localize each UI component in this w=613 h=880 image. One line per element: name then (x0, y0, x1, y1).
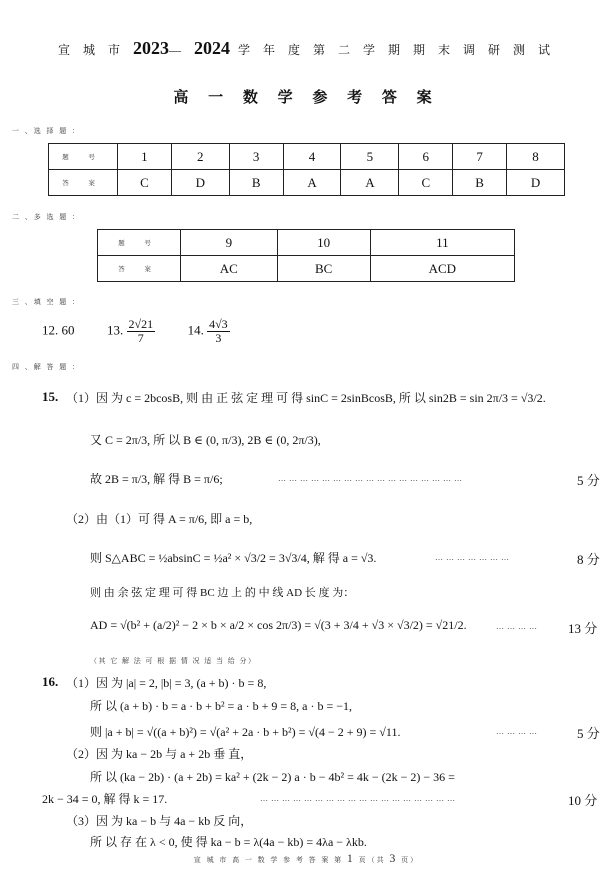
p16-line3: 则 |a + b| = √((a + b)²) = √(a² + 2a · b + b²) = √(4 − 2 + 9) = √11. (90, 725, 401, 739)
p15-line2: 又 C = 2π/3, 所 以 B ∈ (0, π/3), 2B ∈ (0, 2π/3), (90, 433, 321, 447)
p15-score-2: 8 分 (577, 552, 600, 567)
header-rest: 学 年 度 第 二 学 期 期 末 调 研 测 试 (238, 43, 556, 57)
header-dash: — (169, 43, 186, 57)
page-footer: 宣 城 市 高 一 数 学 参 考 答 案 第 1 页（共 3 页） (193, 851, 420, 865)
mc-header-question: 题 号 (49, 144, 118, 170)
mc-a-cell: C (118, 170, 172, 196)
header-year-end: 2024 (194, 38, 230, 58)
p16-score-1: 5 分 (577, 726, 600, 741)
q14-number: 14. (187, 322, 204, 338)
ms-question-row (98, 230, 515, 256)
section-1-label: 一 、选 择 题 ： (12, 127, 81, 135)
p16-number: 16. (42, 674, 59, 689)
p15-line7: AD = √(b² + (a/2)² − 2 × b × a/2 × cos 2π/3) = √(3 + 3/4 + √3 × √3/2) = √21/2. (90, 618, 467, 632)
mc-a-cell: D (507, 170, 565, 196)
section-2-label: 二 、多 选 题 ： (12, 213, 81, 221)
p16-line5: 所 以 (ka − 2b) · (a + 2b) = ka² + (2k − 2) a · b − 4b² = 4k − (2k − 2) − 36 = (90, 770, 455, 784)
p15-line4: （2）由（1）可 得 A = π/6, 即 a = b, (66, 512, 253, 526)
p15-line6: 则 由 余 弦 定 理 可 得 BC 边 上 的 中 线 AD 长 度 为： (90, 587, 355, 599)
q13-number: 13. (107, 322, 124, 338)
p16-line4: （2）因 为 ka − 2b 与 a + 2b 垂 直， (66, 747, 253, 761)
section-3-label: 三 、填 空 题 ： (12, 298, 81, 306)
mc-a-cell: B (453, 170, 507, 196)
ms-q-cell: 10 (277, 230, 370, 256)
mc-header-answer: 答 案 (49, 170, 118, 196)
ms-a-cell: ACD (370, 256, 514, 282)
mc-q-cell: 5 (341, 144, 399, 170)
mc-a-cell: A (283, 170, 341, 196)
p16-line7: （3）因 为 ka − b 与 4a − kb 反 向， (66, 814, 253, 828)
mc-q-cell: 2 (171, 144, 229, 170)
q12-number: 12. (42, 322, 59, 338)
footer-total-pages: 3 (389, 851, 398, 865)
exam-header (0, 38, 613, 59)
dot-leader: ………… (496, 727, 540, 736)
mc-q-cell: 8 (507, 144, 565, 170)
p16-line1: （1）因 为 |a| = 2, |b| = 3, (a + b) · b = 8, (66, 676, 267, 690)
mc-a-cell: C (399, 170, 453, 196)
ms-answer-table (97, 229, 515, 282)
dot-leader: ……………………………………………… (260, 794, 458, 803)
dot-leader: …………………………………………… (278, 474, 465, 483)
p15-score-1: 5 分 (577, 473, 600, 488)
mc-answer-row (49, 170, 565, 196)
p15-line5: 则 S△ABC = ½absinC = ½a² × √3/2 = 3√3/4, 解 得 a = √3. (90, 551, 377, 565)
section-4-label: 四 、解 答 题 ： (12, 363, 81, 371)
mc-a-cell: D (171, 170, 229, 196)
mc-a-cell: A (341, 170, 399, 196)
ms-a-cell: BC (277, 256, 370, 282)
p15-number: 15. (42, 389, 59, 404)
mc-question-row (49, 144, 565, 170)
p15-line1: （1）因 为 c = 2bcosB, 则 由 正 弦 定 理 可 得 sinC = 2sinBcosB, 所 以 sin2B = sin 2π/3 = √3/2. (66, 391, 546, 405)
q12-answer: 60 (61, 322, 75, 338)
p16-line8: 所 以 存 在 λ < 0, 使 得 ka − b = λ(4a − kb) = 4λa − λkb. (90, 835, 367, 849)
ms-header-answer: 答 案 (98, 256, 181, 282)
mc-q-cell: 6 (399, 144, 453, 170)
ms-header-question: 题 号 (98, 230, 181, 256)
footer-page-number: 1 (346, 851, 355, 865)
ms-q-cell: 11 (370, 230, 514, 256)
mc-q-cell: 1 (118, 144, 172, 170)
ms-a-cell: AC (181, 256, 278, 282)
ms-q-cell: 9 (181, 230, 278, 256)
mc-answer-table (48, 143, 565, 196)
p16-line2: 所 以 (a + b) · b = a · b + b² = a · b + 9 = 8, a · b = −1, (90, 699, 353, 713)
ms-answer-row (98, 256, 515, 282)
dot-leader: ………… (496, 622, 540, 631)
mc-a-cell: B (229, 170, 283, 196)
mc-q-cell: 3 (229, 144, 283, 170)
p15-line3: 故 2B = π/3, 解 得 B = π/6; (90, 472, 223, 486)
p15-score-3: 13 分 (568, 621, 598, 636)
mc-q-cell: 4 (283, 144, 341, 170)
q14-answer: $\frac{4√3}{3}$ (209, 317, 228, 345)
p16-line6: 2k − 34 = 0, 解 得 k = 17. (42, 792, 168, 806)
p15-note: （其 它 解 法 可 根 据 情 况 适 当 给 分） (90, 657, 257, 665)
page-title: 高 一 数 学 参 考 答 案 (173, 90, 440, 106)
fill-answers (42, 318, 230, 345)
header-city: 宣 城 市 (57, 43, 125, 57)
p16-score-2: 10 分 (568, 793, 598, 808)
q13-answer: $\frac{2√21}{7}$ (128, 317, 154, 345)
mc-q-cell: 7 (453, 144, 507, 170)
header-year-start: 2023 (133, 38, 169, 58)
dot-leader: ………………… (435, 553, 512, 562)
